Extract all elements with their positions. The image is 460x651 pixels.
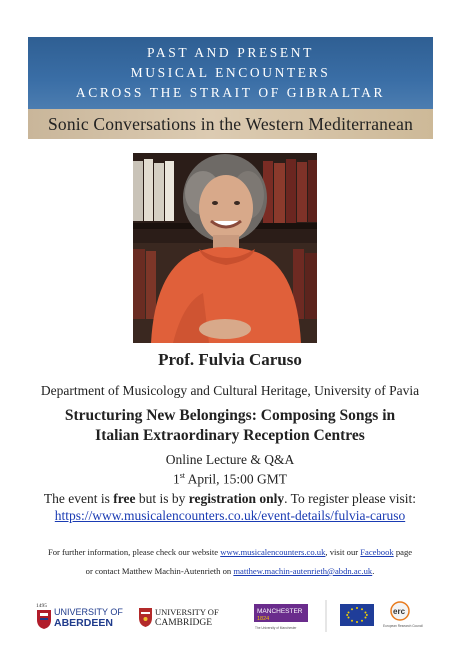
talk-title-line-1: Structuring New Belongings: Composing Songs in [64,407,396,424]
talk-title [20,406,440,446]
event-details [0,452,460,488]
registration-link[interactable]: https://www.musicalencounters.co.uk/event-details/fulvia-caruso [54,508,406,523]
manchester-year: 1824 [257,616,270,622]
erc-sub: European Research Council [383,624,423,628]
cambridge-name-1: UNIVERSITY OF [155,607,219,617]
banner-line-3: ACROSS THE STRAIT OF GIBRALTAR [75,85,386,100]
eu-flag-logo [338,598,378,634]
erc-mark: erc [393,607,406,616]
website-link[interactable]: www.musicalencounters.co.uk [220,547,326,557]
reg-text-post: . To register please visit: [284,491,417,506]
reg-free: free [113,491,136,506]
banner-subtitle: Sonic Conversations in the Western Mediterranean [47,114,414,134]
cambridge-logo [137,598,227,634]
registration-block [0,490,460,524]
contact-line-2 [0,562,460,581]
reg-only: registration only [188,491,285,506]
erc-logo [382,598,430,634]
aberdeen-logo [34,598,130,634]
info-text-post: page [393,547,413,557]
speaker-affiliation: Department of Musicology and Cultural Heritage, University of Pavia [40,383,420,398]
cambridge-name-2: CAMBRIDGE [155,618,213,628]
event-format: Online Lecture & Q&A [165,452,295,467]
email-link[interactable]: matthew.machin-autenrieth@abdn.ac.uk [233,566,373,576]
subtitle-band [28,109,433,139]
aberdeen-name-2: ABERDEEN [54,617,113,629]
contact-info [0,543,460,581]
reg-text-pre: The event is [43,491,114,506]
event-date [0,468,460,488]
manchester-name: MANCHESTER [257,608,303,615]
manchester-sub: The University of Manchester [255,626,297,630]
date-day: 1 [172,471,180,487]
logo-divider [322,598,330,634]
info-text-pre: For further information, please check our website [47,547,221,557]
title-banner [28,37,433,109]
partner-logos [0,598,460,634]
registration-text [0,490,460,507]
facebook-link[interactable]: Facebook [360,547,394,557]
manchester-logo [254,598,310,634]
date-suffix: st [179,471,186,480]
contact-line-1 [0,543,460,562]
contact-text: or contact Matthew Machin-Autenrieth on [85,566,234,576]
talk-title-line-2: Italian Extraordinary Reception Centres [95,427,365,444]
speaker-name: Prof. Fulvia Caruso [158,350,302,369]
banner-line-1: PAST AND PRESENT [147,45,314,60]
contact-period: . [372,566,375,576]
banner-line-2: MUSICAL ENCOUNTERS [130,65,331,80]
date-time: April, 15:00 GMT [185,471,288,487]
reg-text-mid: but is by [135,491,189,506]
aberdeen-year: 1495 [36,603,47,609]
speaker-photo [133,153,317,343]
info-text-mid: , visit our [325,547,361,557]
aberdeen-name-1: UNIVERSITY OF [54,607,123,617]
